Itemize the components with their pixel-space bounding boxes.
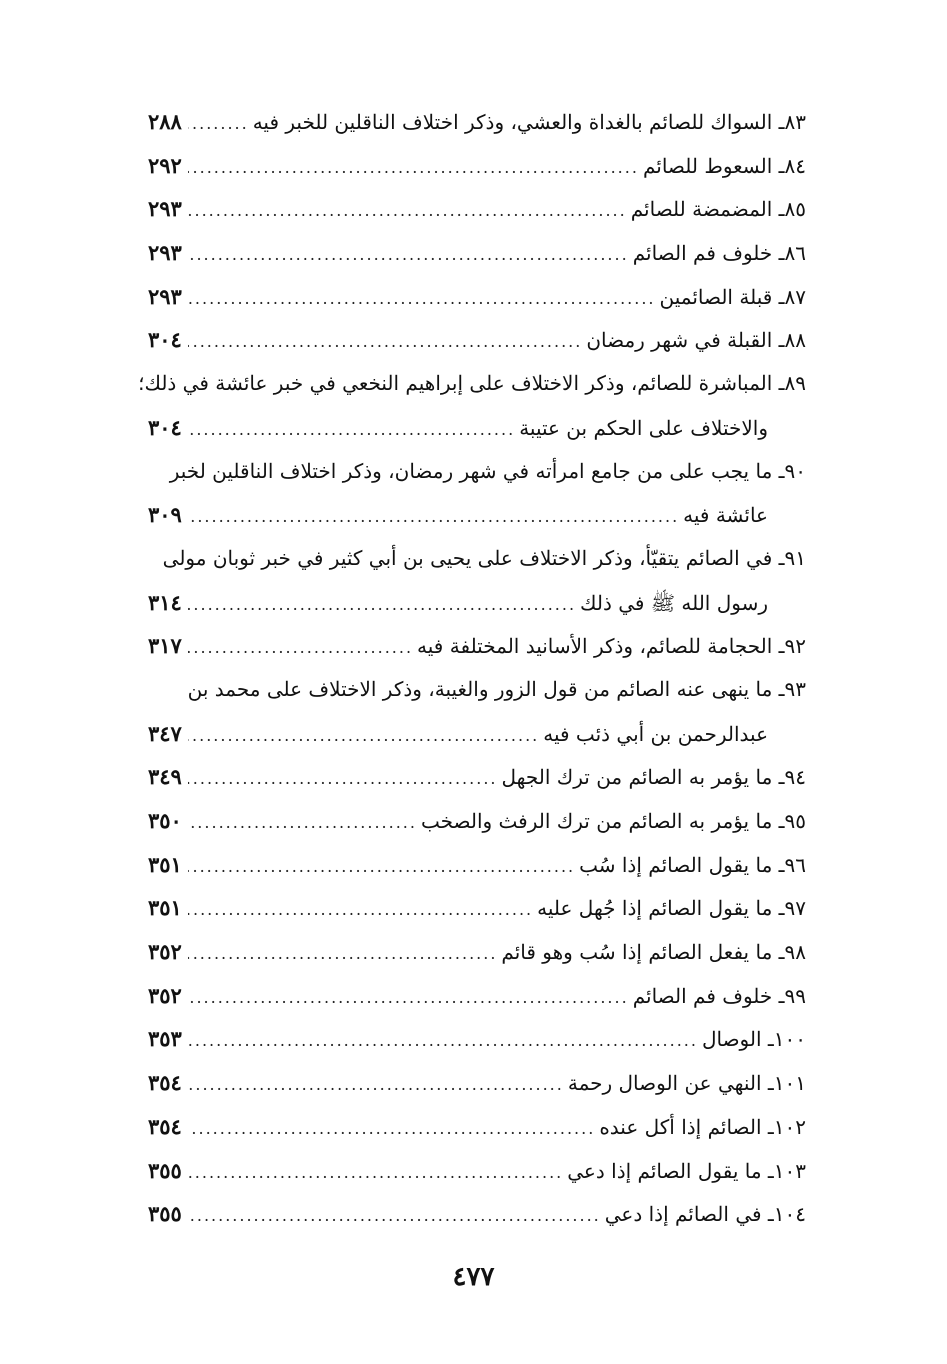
entry-page-number: ٢٩٣: [148, 240, 182, 266]
dot-leader: [188, 102, 249, 146]
toc-line-with-page: [148, 624, 806, 668]
entry-title: ٩١ـ في الصائم يتقيّأ، وذكر الاختلاف على يحيى بن أبي كثير في خبر ثوبان مولى: [162, 545, 806, 570]
toc-line-with-page: [148, 799, 806, 843]
toc-line-with-page: [148, 712, 806, 756]
dot-leader: [188, 714, 539, 758]
dot-leader: [188, 1151, 563, 1195]
entry-title: ٨٦ـ خلوف فم الصائم: [632, 241, 806, 266]
dot-leader: [188, 1194, 601, 1238]
entry-title: ٩٣ـ ما ينهى عنه الصائم من قول الزور والغيبة، وذكر الاختلاف على محمد بن: [187, 676, 806, 701]
toc-line-with-page: [148, 1105, 806, 1149]
toc-line-with-page: [148, 581, 806, 625]
dot-leader: [188, 408, 515, 452]
dot-leader: [188, 888, 533, 932]
dot-leader: [188, 1063, 564, 1107]
toc-entry: [148, 1192, 806, 1236]
entry-page-number: ٢٩٣: [148, 196, 182, 222]
dot-leader: [188, 320, 582, 364]
toc-line-with-page: [148, 1061, 806, 1105]
toc-line-with-page: [148, 843, 806, 887]
dot-leader: [188, 932, 498, 976]
entry-title: والاختلاف على الحكم بن عتيبة: [519, 415, 768, 440]
entry-title: ٩٧ـ ما يقول الصائم إذا جُهل عليه: [537, 896, 806, 921]
toc-line-with-page: [148, 1192, 806, 1236]
entry-title: ٩٠ـ ما يجب على من جامع امرأته في شهر رمضان، وذكر اختلاف الناقلين لخبر: [169, 458, 806, 483]
entry-title: ٩٤ـ ما يؤمر به الصائم من ترك الجهل: [501, 765, 806, 790]
entry-page-number: ٣٥١: [148, 895, 182, 921]
toc-line-with-page: [148, 1149, 806, 1193]
toc-entry: [148, 843, 806, 887]
toc-entry: [148, 231, 806, 275]
toc-entry: [148, 187, 806, 231]
toc-line: [138, 362, 806, 406]
toc-line-with-page: [148, 886, 806, 930]
entry-title: ٨٨ـ القبلة في شهر رمضان: [586, 328, 806, 353]
toc-entry: [148, 144, 806, 188]
toc-line-with-page: [148, 974, 806, 1018]
toc-line-with-page: [148, 755, 806, 799]
toc-entry: [148, 624, 806, 668]
toc-line-with-page: [148, 100, 806, 144]
entry-title: ٩٦ـ ما يقول الصائم إذا سُب: [579, 852, 806, 877]
toc-entry: [148, 755, 806, 799]
entry-title: ١٠٢ـ الصائم إذا أكل عنده: [599, 1114, 806, 1139]
entry-title: ٩٥ـ ما يؤمر به الصائم من ترك الرفث والصخب: [420, 809, 806, 833]
entry-title: ٨٧ـ قبلة الصائمين: [659, 284, 806, 309]
entry-title: ١٠٠ـ الوصال: [701, 1027, 806, 1052]
toc-line-with-page: [148, 493, 806, 537]
entry-page-number: ٣٠٩: [148, 502, 182, 528]
entry-page-number: ٣٥٥: [148, 1201, 182, 1227]
dot-leader: [188, 277, 656, 321]
toc-line-with-page: [148, 318, 806, 362]
entry-title: رسول الله ﷺ في ذلك: [580, 590, 768, 615]
toc-entry: [148, 668, 806, 755]
toc-entry: [148, 1061, 806, 1105]
entry-page-number: ٣٥٤: [148, 1113, 182, 1139]
entry-title: ٩٨ـ ما يفعل الصائم إذا سُب وهو قائم: [501, 940, 806, 965]
dot-leader: [188, 845, 575, 889]
entry-title: عائشة فيه: [683, 503, 768, 528]
entry-title: ٨٣ـ السواك للصائم بالغداة والعشي، وذكر اختلاف الناقلين للخبر فيه: [252, 110, 806, 134]
entry-title: ٩٩ـ خلوف فم الصائم: [632, 983, 806, 1008]
entry-page-number: ٢٩٣: [148, 283, 182, 309]
toc-entry: [148, 930, 806, 974]
toc-entry: [148, 100, 806, 144]
entry-title: عبدالرحمن بن أبي ذئب فيه: [543, 721, 768, 746]
dot-leader: [188, 233, 629, 277]
entry-page-number: ٣٠٤: [148, 414, 182, 440]
entry-title: ١٠٤ـ في الصائم إذا دعي: [604, 1202, 806, 1227]
dot-leader: [188, 626, 413, 670]
toc-entry: [148, 1149, 806, 1193]
entry-page-number: ٣٤٧: [148, 720, 182, 746]
dot-leader: [188, 976, 629, 1020]
dot-leader: [188, 757, 498, 801]
entry-page-number: ٣٤٩: [148, 764, 182, 790]
toc-line-with-page: [148, 275, 806, 319]
toc-line-with-page: [148, 231, 806, 275]
entry-page-number: ٣١٤: [148, 589, 182, 615]
toc-entry: [138, 362, 806, 449]
toc-entry: [148, 1017, 806, 1061]
toc-entry: [148, 450, 806, 537]
entry-title: ٩٢ـ الحجامة للصائم، وذكر الأسانيد المختلفة فيه: [417, 634, 806, 659]
toc-line-with-page: [148, 187, 806, 231]
toc-line-with-page: [148, 144, 806, 188]
toc-entry: [148, 1105, 806, 1149]
toc-entry: [148, 799, 806, 843]
toc-line: [148, 537, 806, 581]
table-of-contents: [138, 100, 806, 1236]
dot-leader: [188, 801, 417, 845]
toc-line-with-page: [148, 930, 806, 974]
dot-leader: [188, 1019, 698, 1063]
entry-page-number: ٣٥٢: [148, 982, 182, 1008]
entry-title: ٨٩ـ المباشرة للصائم، وذكر الاختلاف على إبراهيم النخعي في خبر عائشة في ذلك؛: [138, 371, 806, 396]
entry-title: ١٠٣ـ ما يقول الصائم إذا دعي: [567, 1158, 806, 1183]
entry-title: ٨٥ـ المضمضة للصائم: [630, 197, 806, 222]
toc-line: [148, 668, 806, 712]
dot-leader: [188, 146, 639, 190]
entry-page-number: ٣٠٤: [148, 327, 182, 353]
entry-page-number: ٣٥٠: [148, 808, 182, 833]
entry-page-number: ٣٥٢: [148, 939, 182, 965]
toc-entry: [148, 318, 806, 362]
page-number: ٤٧٧: [452, 1262, 495, 1292]
toc-entry: [148, 886, 806, 930]
dot-leader: [188, 189, 627, 233]
entry-page-number: ٣٥٣: [148, 1026, 182, 1052]
dot-leader: [188, 583, 576, 627]
toc-line: [148, 450, 806, 494]
toc-line-with-page: [148, 1017, 806, 1061]
entry-page-number: ٣١٧: [148, 633, 182, 659]
toc-entry: [148, 537, 806, 624]
entry-title: ١٠١ـ النهي عن الوصال رحمة: [567, 1071, 806, 1096]
toc-entry: [148, 275, 806, 319]
entry-page-number: ٢٨٨: [148, 109, 182, 134]
entry-title: ٨٤ـ السعوط للصائم: [642, 153, 806, 178]
dot-leader: [188, 1107, 595, 1151]
dot-leader: [188, 495, 679, 539]
toc-entry: [148, 974, 806, 1018]
entry-page-number: ٣٥١: [148, 851, 182, 877]
entry-page-number: ٣٥٥: [148, 1157, 182, 1183]
entry-page-number: ٣٥٤: [148, 1070, 182, 1096]
entry-page-number: ٢٩٢: [148, 152, 182, 178]
toc-line-with-page: [148, 406, 806, 450]
